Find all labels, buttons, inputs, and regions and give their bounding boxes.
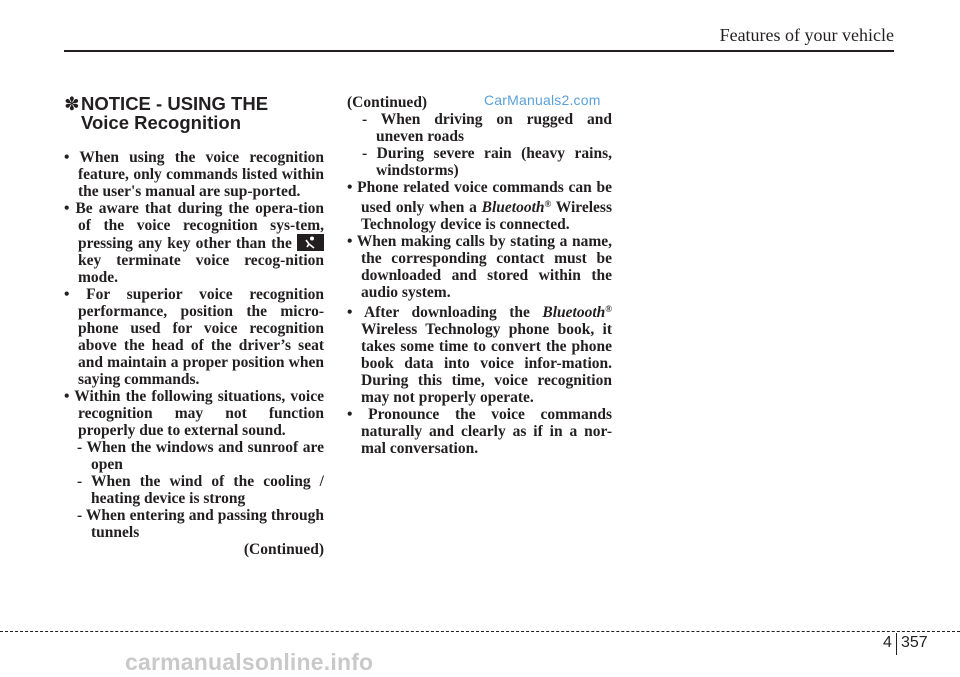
page-divider: [896, 633, 897, 655]
page-number: 357: [901, 634, 928, 651]
header-title: Features of your vehicle: [719, 25, 894, 45]
left-bullet-2: • Be aware that during the opera-tion of the voice recognition sys-tem, pressing any key other than the key terminate voice recog-nition mode.: [64, 200, 324, 286]
left-bullet-1: • When using the voice recognition feature, only commands listed within the user's manual are sup-ported.: [64, 149, 324, 200]
left-dash-1: - When the windows and sunroof are open: [77, 439, 324, 473]
left-bullet-4: • Within the following situations, voice recognition may not function properly due to external sound.: [64, 388, 324, 439]
section-number: 4: [883, 634, 892, 651]
left-dash-3: - When entering and passing through tunnels: [77, 507, 324, 541]
right-bullet-2: • When making calls by stating a name, the corresponding contact must be downloaded and stored within the audio system.: [347, 233, 612, 301]
left-bullet-3: • For superior voice recognition performance, position the micro-phone used for voice recognition above the head of the driver’s seat and maintain a proper position when saying commands.: [64, 286, 324, 388]
right-column: [347, 94, 612, 457]
left-column: [64, 94, 324, 558]
watermark-top[interactable]: CarManuals2.com: [484, 92, 601, 108]
notice-marker-icon: ✽: [64, 93, 80, 114]
notice-title-line1: NOTICE - USING THE: [81, 93, 269, 114]
right-bullet-3: • After downloading the Bluetooth® Wireless Technology phone book, it takes some time to convert the phone book data into voice infor-mation. During this time, voice recognition may not properly operate.: [347, 304, 612, 406]
right-dash-2: - During severe rain (heavy rains, windstorms): [362, 145, 612, 179]
notice-title-line2: Voice Recognition: [81, 112, 242, 133]
right-continued: (Continued): [347, 94, 428, 111]
footer-rule: [0, 631, 960, 632]
voice-talk-key-icon: [297, 234, 324, 251]
bluetooth-term-2: Bluetooth: [542, 304, 606, 321]
watermark-bottom[interactable]: carmanualsonline.info: [125, 649, 374, 675]
left-continued: (Continued): [243, 541, 324, 558]
left-dash-2: - When the wind of the cooling / heating device is strong: [77, 473, 324, 507]
header-rule: [64, 50, 894, 52]
right-bullet-4: • Pronounce the voice commands naturally and clearly as if in a nor-mal conversation.: [347, 406, 612, 457]
bluetooth-term: Bluetooth: [481, 199, 545, 216]
right-bullet-1: • Phone related voice commands can be used only when a Bluetooth® Wireless Technology device is connected.: [347, 179, 612, 233]
notice-heading: [64, 94, 324, 132]
right-dash-1: - When driving on rugged and uneven roads: [362, 111, 612, 145]
